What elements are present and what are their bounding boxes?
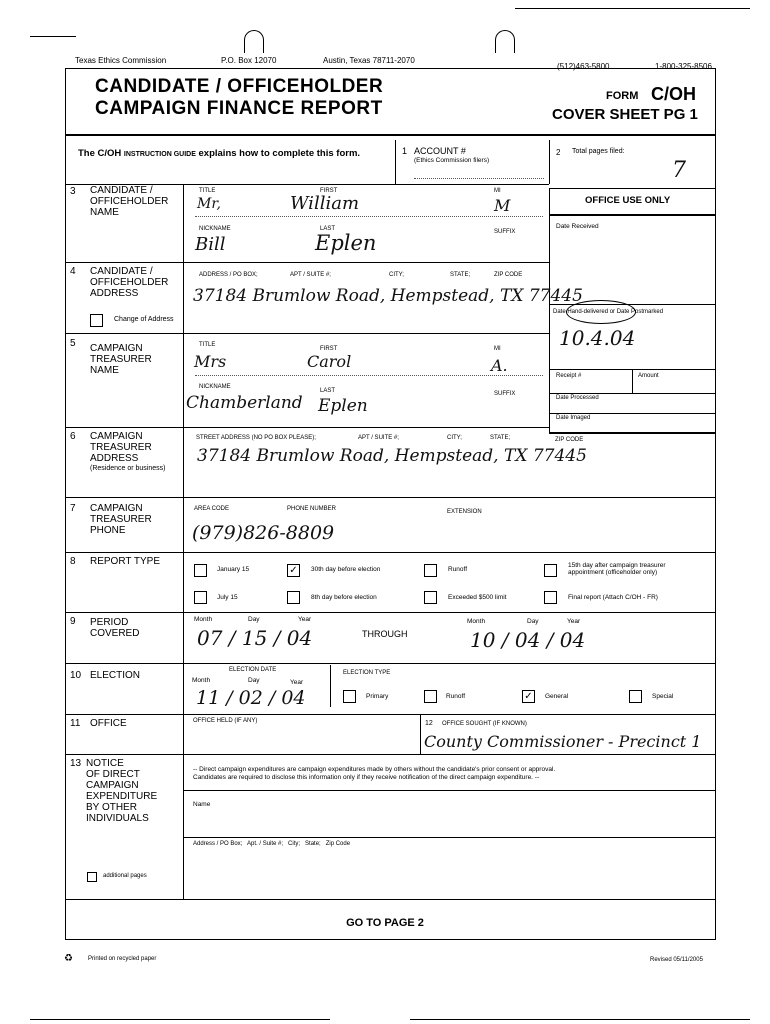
row1-divider-b: [549, 140, 550, 184]
report-type-runoff-label: Runoff: [448, 566, 468, 573]
report-type-july-15-label: July 15: [217, 594, 238, 601]
s9-to-day-label: Day: [527, 618, 539, 625]
s3-suffix-label: SUFFIX: [494, 229, 516, 235]
s4-bottom: [65, 333, 549, 334]
s3-title-label: TITLE: [199, 188, 216, 194]
s4-label: CANDIDATE / OFFICEHOLDER ADDRESS: [90, 266, 169, 299]
date-processed-label: Date Processed: [556, 395, 599, 401]
report-title-line2: CAMPAIGN FINANCE REPORT: [95, 98, 383, 119]
form-code: C/OH: [651, 84, 696, 104]
office-sought-value[interactable]: County Commissioner - Precinct 1: [424, 732, 702, 751]
s5-title-label: TITLE: [199, 342, 216, 348]
scan-mark-left: [30, 36, 76, 37]
change-of-address-checkbox[interactable]: [90, 314, 103, 327]
office-sought-num: 12: [425, 720, 433, 727]
s8-bottom: [65, 612, 716, 613]
account-note: (Ethics Commission filers): [414, 157, 490, 164]
title-divider: [65, 134, 716, 136]
s7-ext-label: EXTENSION: [447, 509, 482, 515]
s9-label: PERIOD COVERED: [90, 617, 140, 639]
s6-num: 6: [70, 431, 76, 442]
account-label: ACCOUNT #: [414, 146, 466, 156]
s10-bottom: [65, 714, 716, 715]
s3-nickname-label: NICKNAME: [199, 226, 231, 232]
pages-label: Total pages filed:: [572, 148, 625, 155]
report-type-15th-day-label: 15th day after campaign treasurer appointment (officeholder only): [568, 562, 666, 576]
s8-num: 8: [70, 556, 76, 567]
s11-bottom: [65, 754, 716, 755]
election-special-label: Special: [652, 693, 674, 700]
additional-pages-checkbox[interactable]: [87, 872, 97, 882]
agency-toll-free: 1-800-325-8506: [655, 62, 712, 71]
s3-last-label: LAST: [320, 226, 336, 232]
s9-from-value[interactable]: 07 / 15 / 04: [197, 626, 313, 650]
report-type-exceeded-checkbox[interactable]: [424, 591, 437, 604]
report-type-final-checkbox[interactable]: [544, 591, 557, 604]
s5-bottom: [65, 427, 549, 428]
s5-title-value[interactable]: Mrs: [194, 352, 227, 371]
s5-num: 5: [70, 338, 76, 349]
account-field[interactable]: [414, 178, 544, 179]
s9-num: 9: [70, 616, 76, 627]
election-runoff-checkbox[interactable]: [424, 690, 437, 703]
form-label: FORM: [606, 90, 639, 102]
report-type-30th-day-label: 30th day before election: [311, 566, 381, 573]
report-type-january-15-checkbox[interactable]: [194, 564, 207, 577]
election-runoff-label: Runoff: [446, 693, 466, 700]
election-primary-checkbox[interactable]: [343, 690, 356, 703]
s6-label: CAMPAIGN TREASURER ADDRESS: [90, 431, 152, 464]
s3-mi-label: MI: [494, 188, 501, 194]
scan-mark-top-right: [515, 8, 750, 9]
s7-phone-label: PHONE NUMBER: [287, 506, 337, 512]
go-to-page-2: GO TO PAGE 2: [346, 917, 424, 929]
s9-to-year-label: Year: [567, 618, 581, 625]
s3-label: CANDIDATE / OFFICEHOLDER NAME: [90, 185, 169, 218]
s7-num: 7: [70, 503, 76, 514]
report-type-30th-day-checkbox[interactable]: ✓: [287, 564, 300, 577]
s4-address-value[interactable]: 37184 Brumlow Road, Hempstead, TX 77445: [193, 286, 583, 306]
office-use-line-3: [549, 393, 716, 394]
s4-apt-label: APT / SUITE #;: [290, 272, 331, 278]
s13-address-label: Address / PO Box; Apt. / Suite #; City; State; Zip Code: [193, 841, 351, 847]
receipt-divider: [632, 369, 633, 393]
bottom-scan-line-left: [30, 1019, 330, 1020]
election-special-checkbox[interactable]: [629, 690, 642, 703]
s6-address-value[interactable]: 37184 Brumlow Road, Hempstead, TX 77445: [197, 446, 587, 466]
s5-mi-label: MI: [494, 346, 501, 352]
instruction-text: The C/OH INSTRUCTION GUIDE explains how to complete this form.: [78, 148, 361, 159]
s5-nickname-value[interactable]: Chamberland: [186, 393, 303, 413]
s10-label: ELECTION: [90, 670, 141, 681]
s13-num: 13: [70, 758, 82, 769]
s9-to-month-label: Month: [467, 618, 486, 625]
amount-label: Amount: [638, 373, 659, 379]
office-use-title-line: [549, 214, 716, 216]
report-type-8th-day-label: 8th day before election: [311, 594, 377, 601]
s4-city-label: CITY;: [389, 272, 404, 278]
s10-day-label: Day: [248, 677, 260, 684]
report-type-july-15-checkbox[interactable]: [194, 591, 207, 604]
hand-delivered-date[interactable]: 10.4.04: [559, 326, 636, 350]
election-general-label: General: [545, 693, 569, 700]
s13-notice: -- Direct campaign expenditures are campaign expenditures made by others without the candidate's prior consent or approval. Candidates are required to disclose this information only if they receive notification of the direct campaign expenditure. --: [193, 766, 556, 781]
s3-last-value[interactable]: Eplen: [315, 231, 377, 255]
s3-first-label: FIRST: [320, 188, 338, 194]
s10-year-label: Year: [290, 679, 304, 686]
s6-top-right: [549, 433, 716, 434]
election-primary-label: Primary: [366, 693, 389, 700]
s6-apt-label: APT / SUITE #;: [358, 435, 399, 441]
agency-name: Texas Ethics Commission: [75, 56, 167, 65]
report-type-final-label: Final report (Attach C/OH - FR): [568, 594, 658, 601]
s6-residence-note: (Residence or business): [90, 465, 166, 472]
office-use-line-4: [549, 413, 716, 414]
row1-divider-a: [395, 140, 396, 184]
s13-bottom: [65, 899, 716, 900]
s4-state-label: STATE;: [450, 272, 471, 278]
s3-dots-1: [195, 216, 543, 217]
report-title-line1: CANDIDATE / OFFICEHOLDER: [95, 76, 384, 97]
s13-name-label: Name: [193, 801, 211, 808]
agency-city: Austin, Texas 78711-2070: [323, 56, 415, 65]
s3-mi-value[interactable]: M: [494, 196, 511, 215]
s13-line-2: [183, 837, 716, 838]
po-box: P.O. Box 12070: [221, 56, 277, 65]
cover-sheet-label: COVER SHEET PG 1: [552, 106, 698, 123]
s11-num: 11: [70, 718, 81, 729]
s7-label: CAMPAIGN TREASURER PHONE: [90, 503, 152, 536]
s9-to-value[interactable]: 10 / 04 / 04: [470, 628, 586, 652]
revised-note: Revised 05/11/2005: [650, 957, 703, 963]
s5-label: CAMPAIGN TREASURER NAME: [90, 343, 152, 376]
recycle-icon: ♻: [64, 953, 73, 964]
s8-label: REPORT TYPE: [90, 556, 161, 567]
s9-from-year-label: Year: [298, 616, 312, 623]
s5-dots-1: [195, 375, 543, 376]
left-column-divider: [183, 184, 184, 899]
s11-label: OFFICE: [90, 718, 127, 729]
s10-election-date-label: ELECTION DATE: [229, 667, 277, 673]
s6-state-label: STATE;: [490, 435, 511, 441]
additional-pages-label: additional pages: [103, 873, 147, 879]
s5-nickname-label: NICKNAME: [199, 384, 231, 390]
s3-first-value[interactable]: William: [290, 193, 360, 214]
change-of-address-label: Change of Address: [114, 316, 174, 323]
s5-first-value[interactable]: Carol: [307, 352, 352, 371]
s5-suffix-label: SUFFIX: [494, 391, 516, 397]
s4-zip-label: ZIP CODE: [494, 272, 523, 278]
s9-from-month-label: Month: [194, 616, 213, 623]
s3-nickname-value[interactable]: Bill: [195, 234, 226, 255]
s6-zip-label: ZIP CODE: [555, 437, 584, 443]
report-type-runoff-checkbox[interactable]: [424, 564, 437, 577]
s6-city-label: CITY;: [447, 435, 462, 441]
s9-from-day-label: Day: [248, 616, 260, 623]
s7-area-label: AREA CODE: [194, 506, 230, 512]
bottom-scan-line-right: [410, 1019, 750, 1020]
hand-delivered-label: Date Hand-delivered or Date Postmarked: [553, 309, 664, 315]
binding-ring-left: [244, 30, 264, 53]
s3-bottom: [65, 262, 549, 263]
s13-label: NOTICE OF DIRECT CAMPAIGN EXPENDITURE BY OTHER INDIVIDUALS: [86, 758, 158, 824]
recycled-note: Printed on recycled paper: [88, 956, 157, 962]
s10-month-label: Month: [192, 677, 211, 684]
receipt-label: Receipt #: [556, 373, 582, 379]
s7-phone-value[interactable]: (979)826-8809: [192, 522, 335, 544]
report-type-15th-day-checkbox[interactable]: [544, 564, 557, 577]
s3-title-value[interactable]: Mr,: [197, 196, 221, 212]
report-type-8th-day-checkbox[interactable]: [287, 591, 300, 604]
s4-address-label: ADDRESS / PO BOX;: [199, 272, 258, 278]
s10-num: 10: [70, 670, 82, 681]
agency-phone: (512)463-5800: [557, 62, 610, 71]
pages-value[interactable]: 7: [672, 158, 686, 183]
s13-line-1: [183, 790, 716, 791]
s6-bottom: [65, 497, 716, 498]
s4-num: 4: [70, 266, 76, 277]
report-type-january-15-label: January 15: [217, 566, 250, 573]
s5-last-label: LAST: [320, 388, 336, 394]
office-held-label: OFFICE HELD (IF ANY): [193, 718, 258, 724]
office-use-title: OFFICE USE ONLY: [585, 195, 671, 206]
s5-first-label: FIRST: [320, 346, 338, 352]
s7-bottom: [65, 552, 716, 553]
pages-num: 2: [556, 148, 561, 157]
s9-bottom: [65, 663, 716, 664]
s10-divider: [330, 665, 331, 707]
date-imaged-label: Date Imaged: [556, 415, 591, 421]
date-received-label: Date Received: [556, 223, 599, 230]
s5-mi-value[interactable]: A.: [491, 356, 508, 375]
report-type-exceeded-label: Exceeded $500 limit: [448, 594, 507, 601]
s11-divider: [420, 714, 421, 754]
s6-street-label: STREET ADDRESS (NO PO BOX PLEASE);: [196, 435, 316, 441]
s9-through-label: THROUGH: [362, 629, 408, 639]
account-num: 1: [402, 146, 408, 156]
s3-num: 3: [70, 186, 76, 197]
s10-type-label: ELECTION TYPE: [343, 670, 391, 676]
election-general-checkbox[interactable]: ✓: [522, 690, 535, 703]
s10-date-value[interactable]: 11 / 02 / 04: [196, 687, 306, 709]
binding-ring-right: [495, 30, 515, 53]
office-sought-label: OFFICE SOUGHT (IF KNOWN): [442, 721, 527, 727]
s5-last-value[interactable]: Eplen: [318, 396, 368, 416]
